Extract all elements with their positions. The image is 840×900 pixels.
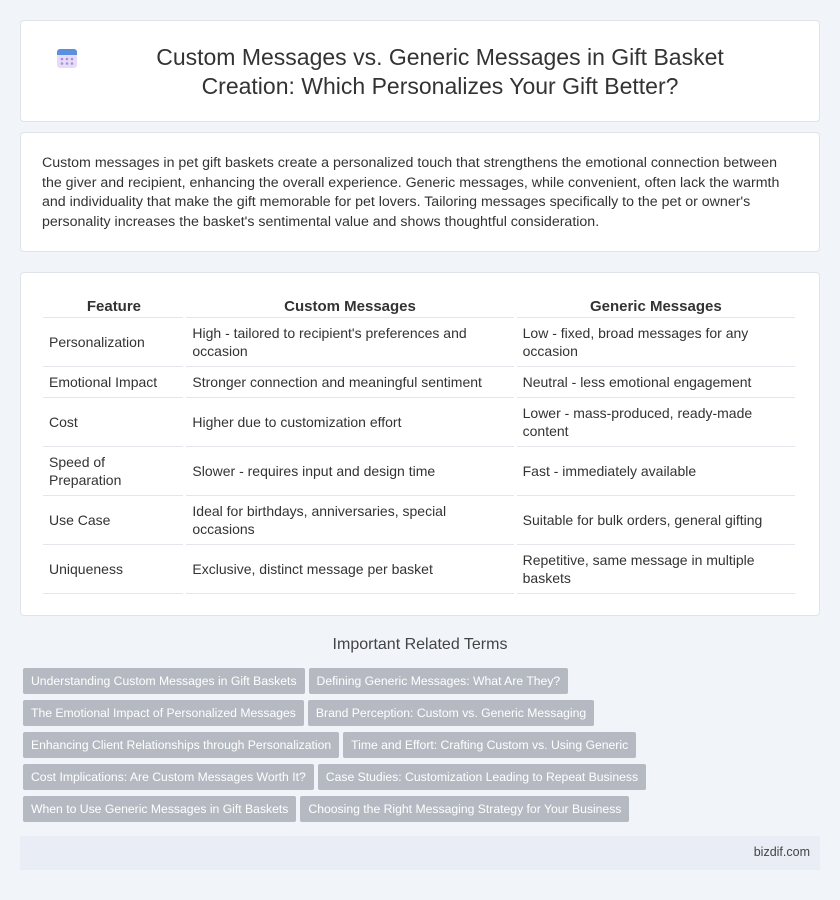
table-cell: Higher due to customization effort	[185, 398, 515, 447]
table-cell: Speed of Preparation	[43, 447, 185, 496]
table-cell: Exclusive, distinct message per basket	[185, 545, 515, 594]
table-cell: High - tailored to recipient's preferences and occasion	[185, 318, 515, 367]
table-cell: Cost	[43, 398, 185, 447]
table-cell: Fast - immediately available	[515, 447, 796, 496]
table-cell: Uniqueness	[43, 545, 185, 594]
table-cell: Ideal for birthdays, anniversaries, special occasions	[185, 496, 515, 545]
table-row	[43, 496, 797, 545]
table-cell: Personalization	[43, 318, 185, 367]
intro-paragraph: Custom messages in pet gift baskets create a personalized touch that strengthens the emotional connection between the giver and recipient, enhancing the overall experience. Generic messages, while convenient, often lack the warmth and individuality that make the gift memorable for pet lovers. Tailoring messages specifically to the pet or owner's personality increases the basket's sentimental value and shows thoughtful consideration.	[42, 155, 780, 230]
table-cell: Slower - requires input and design time	[185, 447, 515, 496]
table-cell: Low - fixed, broad messages for any occasion	[515, 318, 796, 367]
table-row	[43, 545, 797, 594]
header-generic: Generic Messages	[515, 295, 796, 318]
related-term-tag[interactable]: Brand Perception: Custom vs. Generic Messaging	[308, 700, 594, 726]
table-row	[43, 447, 797, 496]
table-cell: Repetitive, same message in multiple baskets	[515, 545, 796, 594]
table-cell: Use Case	[43, 496, 185, 545]
header-feature: Feature	[43, 295, 185, 318]
related-terms-title: Important Related Terms	[332, 636, 508, 653]
comparison-card	[20, 272, 820, 616]
table-row	[43, 318, 797, 367]
related-term-tag[interactable]: Understanding Custom Messages in Gift Baskets	[23, 668, 305, 694]
related-term-tag[interactable]: Defining Generic Messages: What Are They?	[309, 668, 569, 694]
table-header-row	[43, 295, 797, 318]
page-title: Custom Messages vs. Generic Messages in Gift Basket Creation: Which Personalizes Your Gift Better?	[156, 44, 724, 99]
comparison-table	[43, 295, 798, 594]
related-term-tag[interactable]: Choosing the Right Messaging Strategy for Your Business	[300, 796, 629, 822]
table-row	[43, 398, 797, 447]
related-terms-list	[23, 668, 813, 828]
related-term-tag[interactable]: Enhancing Client Relationships through Personalization	[23, 732, 339, 758]
table-cell: Neutral - less emotional engagement	[515, 367, 796, 398]
related-term-tag[interactable]: Time and Effort: Crafting Custom vs. Using Generic	[343, 732, 636, 758]
table-row	[43, 367, 797, 398]
related-term-tag[interactable]: Case Studies: Customization Leading to Repeat Business	[318, 764, 646, 790]
table-cell: Emotional Impact	[43, 367, 185, 398]
table-cell: Suitable for bulk orders, general gifting	[515, 496, 796, 545]
header-card	[20, 20, 820, 122]
header-custom: Custom Messages	[185, 295, 515, 318]
related-term-tag[interactable]: Cost Implications: Are Custom Messages Worth It?	[23, 764, 314, 790]
intro-card	[20, 132, 820, 252]
related-term-tag[interactable]: When to Use Generic Messages in Gift Baskets	[23, 796, 296, 822]
related-term-tag[interactable]: The Emotional Impact of Personalized Messages	[23, 700, 304, 726]
footer-site-link[interactable]: bizdif.com	[753, 845, 810, 859]
footer	[20, 836, 820, 870]
table-cell: Stronger connection and meaningful sentiment	[185, 367, 515, 398]
table-cell: Lower - mass-produced, ready-made content	[515, 398, 796, 447]
